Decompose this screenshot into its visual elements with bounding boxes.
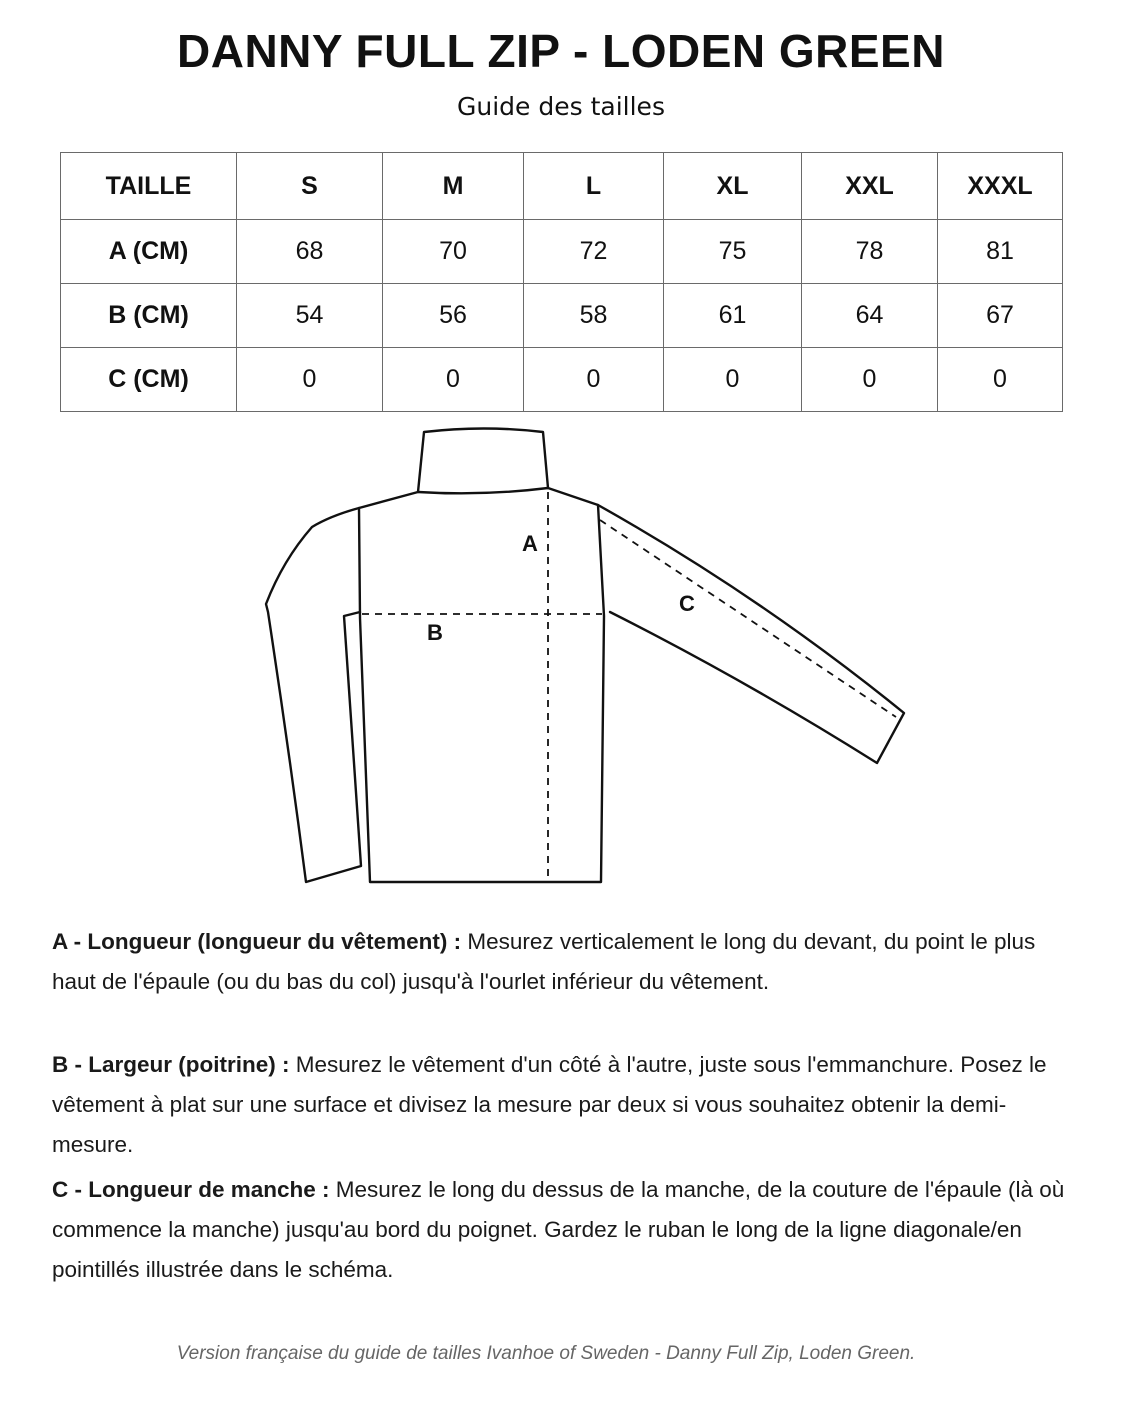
table-cell: 0: [237, 348, 383, 412]
table-cell: 81: [938, 220, 1063, 284]
table-cell: 54: [237, 284, 383, 348]
table-cell: 0: [664, 348, 802, 412]
table-cell: 56: [383, 284, 524, 348]
description-term: B - Largeur (poitrine) :: [52, 1052, 290, 1077]
table-cell: 0: [383, 348, 524, 412]
table-cell: 72: [524, 220, 664, 284]
table-cell: 0: [524, 348, 664, 412]
page-title: DANNY FULL ZIP - LODEN GREEN: [177, 25, 945, 77]
row-label: A (CM): [61, 220, 237, 284]
label-b: B: [427, 620, 443, 645]
table-cell: 67: [938, 284, 1063, 348]
left-sleeve-outline: [266, 508, 361, 882]
row-label: C (CM): [61, 348, 237, 412]
description-text: Mesurez verticalement le long du devant, du point le plus haut de l'épaule (ou du bas du col) jusqu'à l'ourlet inférieur du vêtement.: [52, 929, 1036, 994]
table-header-cell: S: [237, 153, 383, 220]
table-cell: 75: [664, 220, 802, 284]
table-cell: 68: [237, 220, 383, 284]
row-label: B (CM): [61, 284, 237, 348]
description-b: [52, 1045, 1072, 1165]
page-subtitle: Guide des tailles: [457, 92, 665, 121]
table-cell: 61: [664, 284, 802, 348]
label-c: C: [679, 591, 695, 616]
table-header-cell: XL: [664, 153, 802, 220]
table-cell: 64: [802, 284, 938, 348]
label-a: A: [522, 531, 538, 556]
body-outline: [359, 488, 604, 882]
description-c: [52, 1170, 1072, 1290]
table-cell: 78: [802, 220, 938, 284]
table-cell: 70: [383, 220, 524, 284]
table-header-cell: TAILLE: [61, 153, 237, 220]
table-header-cell: XXL: [802, 153, 938, 220]
table-header-cell: XXXL: [938, 153, 1063, 220]
table-header-cell: M: [383, 153, 524, 220]
measure-line-c: [600, 520, 896, 717]
table-header-cell: L: [524, 153, 664, 220]
footer-note: Version française du guide de tailles Ivanhoe of Sweden - Danny Full Zip, Loden Green.: [176, 1343, 916, 1364]
description-text: Mesurez le vêtement d'un côté à l'autre, juste sous l'emmanchure. Posez le vêtement à plat sur une surface et divisez la mesure par deux si vous souhaitez obtenir la demi-mesure.: [52, 1052, 1047, 1157]
table-cell: 58: [524, 284, 664, 348]
description-term: C - Longueur de manche :: [52, 1177, 330, 1202]
table-cell: 0: [802, 348, 938, 412]
table-cell: 0: [938, 348, 1063, 412]
description-text: Mesurez le long du dessus de la manche, de la couture de l'épaule (là où commence la manche) jusqu'au bord du poignet. Gardez le ruban le long de la ligne diagonale/en pointillés illustrée dans le schéma.: [52, 1177, 1065, 1282]
description-term: A - Longueur (longueur du vêtement) :: [52, 929, 462, 954]
collar-outline: [418, 429, 548, 493]
description-a: [52, 922, 1072, 1002]
right-sleeve-outline: [598, 505, 904, 763]
